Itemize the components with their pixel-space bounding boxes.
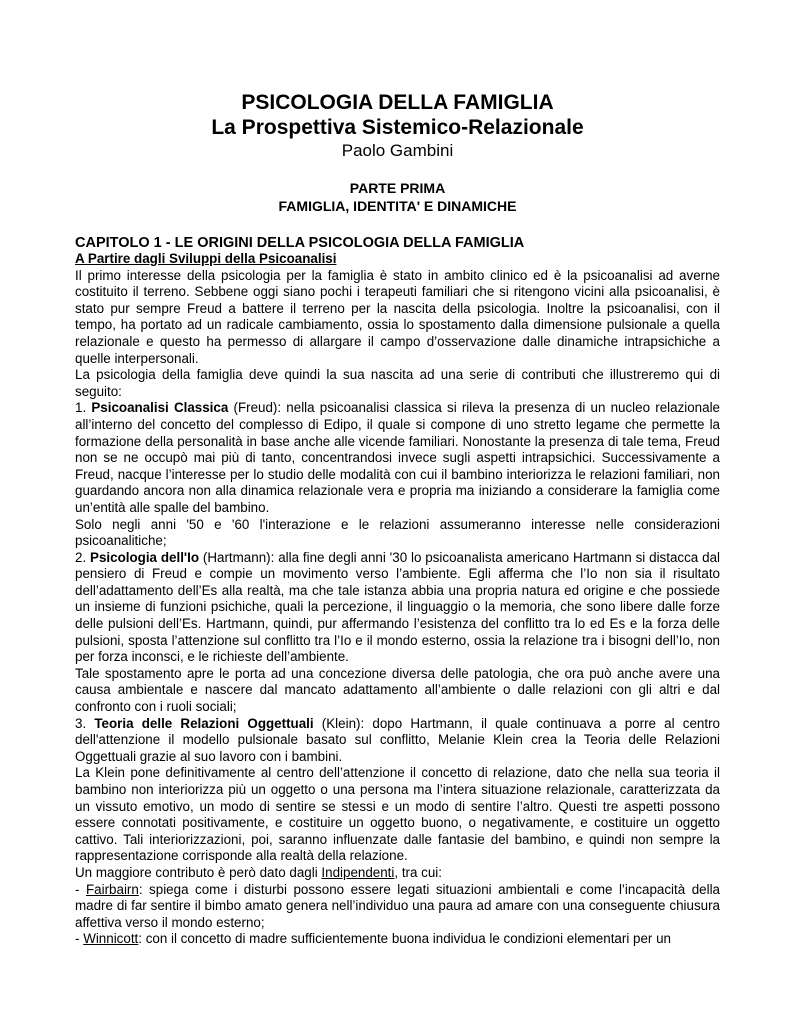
paragraph: Solo negli anni '50 e '60 l'interazione e le relazioni assumeranno interesse nelle considerazioni psicoanalitiche; [75,516,720,549]
section-heading: A Partire dagli Sviluppi della Psicoanalisi [75,251,337,266]
paragraph-text: , tra cui: [394,864,443,880]
list-item-text: : con il concetto di madre sufficientemente buona individua le condizioni elementari per un [138,931,671,947]
paragraph: La psicologia della famiglia deve quindi la sua nascita ad una serie di contributi che illustreremo qui di seguito: [75,367,720,399]
list-item [75,550,720,666]
author-underlined: Winnicott [83,931,139,947]
list-item-text: (Klein): dopo Hartmann, il quale continuava a porre al centro dell'attenzione il modello pulsionale basato sul conflitto, Melanie Klein crea la Teoria delle Relazioni Oggettuali grazie al suo lavoro con i bambini. [75,715,721,764]
paragraph-text: Un maggiore contributo è però dato dagli [75,864,322,880]
part-heading: PARTE PRIMA [349,180,446,196]
body-text [75,251,720,948]
list-item [75,931,720,948]
part-title: FAMIGLIA, IDENTITA' E DINAMICHE [278,198,517,214]
term-bold: Psicoanalisi Classica [91,400,229,416]
list-number: 2. [75,549,91,565]
list-dash: - [75,881,86,897]
list-item-text: (Freud): nella psicoanalisi classica si rileva la presenza di un nucleo relazionale all’interno del concetto del complesso di Edipo, il quale si compone di uno stretto legame che permette la formazione della personalità in base anche alle vicende familiari. Nonostante la presenza di tale tema, Freud non se ne occupò mai più di tanto, concentrandosi invece sugli aspetti intrapsichici. Successivamente a Freud, nacque l’interesse per lo studio delle modalità con cui il bambino interiorizza le relazioni familiari, non guardando ancora non alla dinamica relazionale vera e propria ma iniziando a considerare la famiglia come un’entità alle spalle del bambino. [75,400,721,515]
term-bold: Psicologia dell'Io [90,549,200,565]
document-subtitle: La Prospettiva Sistemico-Relazionale [211,116,584,139]
list-number: 1. [75,400,92,416]
author-underlined: Fairbairn [85,881,139,897]
list-dash: - [75,931,84,947]
list-number: 3. [75,715,95,731]
list-item-text: : spiega come i disturbi possono essere legati situazioni ambientali e come l’incapacità della madre di far sentire il bimbo amato genera nell’individuo una paura ad amare con una conseguente chiusura affettiva verso il mondo esterno; [75,881,720,930]
paragraph [75,865,720,882]
list-item [75,882,720,932]
list-item [75,400,720,516]
list-item-text: (Hartmann): alla fine degli anni '30 lo psicoanalista americano Hartmann si distacca dal pensiero di Freud e compie un movimento verso l’ambiente. Egli afferma che l’Io non sia il risultato dell’adattamento dell’Es alla realtà, ma che tale istanza abbia una propria natura ed origine e che possiede un insieme di funzioni psichiche, quali la percezione, il linguaggio o la memoria, che sono libere dalle forze delle pulsioni dell’Es. Hartmann, quindi, pur affermando l’esistenza del conflitto tra lo ed Es e la forza delle pulsioni, sposta l’attenzione sul conflitto tra l’Io e il mondo esterno, ossia la relazione tra i bisogni dell’Io, non per forza inconsci, e le richieste dell’ambiente. [75,549,720,665]
term-bold: Teoria delle Relazioni Oggettuali [94,715,314,731]
author-name: Paolo Gambini [341,141,454,160]
document-title: PSICOLOGIA DELLA FAMIGLIA [241,91,554,114]
list-item [75,716,720,766]
paragraph: Il primo interesse della psicologia per la famiglia è stato in ambito clinico ed è la psicoanalisi ad averne costituito il terreno. Sebbene oggi siano pochi i terapeuti familiari che si ritengono vicini alla psicoanalisi, è stato pur sempre Freud a battere il terreno per la nascita della psicologia. Inoltre la psicoanalisi, con il tempo, ha portato ad un radicale cambiamento, ossia lo spostamento dalla dimensione pulsionale a quella relazionale e questo ha permesso di allargare il campo d’osservazione dalle dinamiche intrapsichiche a quelle interpersonali. [75,267,720,366]
paragraph: La Klein pone definitivamente al centro dell’attenzione il concetto di relazione, dato che nella sua teoria il bambino non interiorizza più un oggetto o una persona ma l’intera situazione relazionale, caratterizzata da un vissuto emotivo, un modo di sentire se stessi e un modo di sentire l’altro. Questi tre aspetti possono essere connotati positivamente, e costituire un oggetto buono, o negativamente, e costituire un oggetto cattivo. Tali interiorizzazioni, poi, saranno influenzate dalle fantasie del bambino, e quindi non sempre la rappresentazione corrisponde alla realtà della relazione. [75,765,720,864]
chapter-title: CAPITOLO 1 - LE ORIGINI DELLA PSICOLOGIA DELLA FAMIGLIA [75,235,525,251]
term-underlined: Indipendenti [321,864,395,880]
paragraph: Tale spostamento apre le porta ad una concezione diversa delle patologia, che ora può anche avere una causa ambientale e nascere dal mancato adattamento all’ambiente o dalle relazioni con gli altri e dal confronto con i ruoli sociali; [75,665,720,715]
